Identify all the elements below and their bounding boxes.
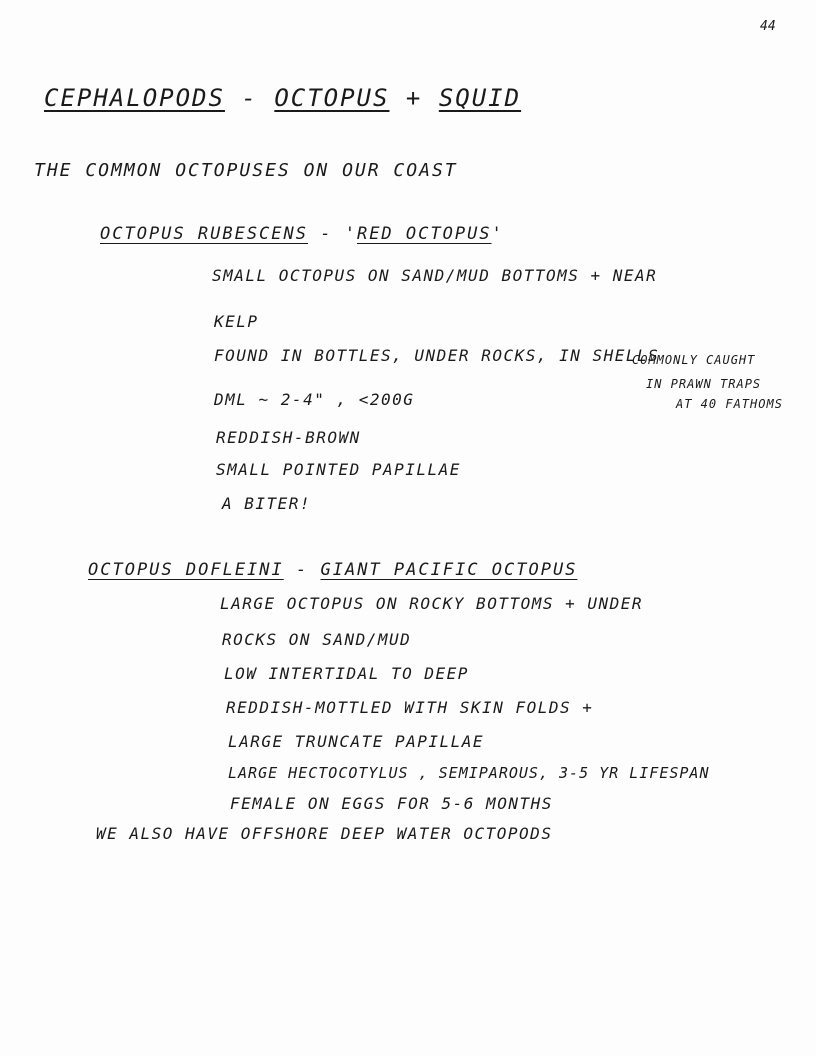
title-main: CEPHALOPODS: [44, 84, 225, 112]
note-line: LARGE HECTOCOTYLUS , SEMIPAROUS, 3-5 YR LIFESPAN: [228, 764, 710, 782]
note-line: A BITER!: [222, 494, 312, 513]
section-heading: THE COMMON OCTOPUSES ON OUR COAST: [34, 160, 458, 181]
note-line: FEMALE ON EGGS FOR 5-6 MONTHS: [230, 794, 553, 813]
species-separator: -: [283, 560, 321, 580]
side-note-line: AT 40 FATHOMS: [676, 397, 783, 411]
species-common-name: GIANT PACIFIC OCTOPUS: [320, 560, 578, 580]
note-line: FOUND IN BOTTLES, UNDER ROCKS, IN SHELLS: [214, 346, 660, 365]
species-name: OCTOPUS RUBESCENS: [100, 224, 308, 244]
page-number: 44: [760, 19, 776, 34]
title-ampersand: +: [389, 84, 439, 112]
note-line: REDDISH-BROWN: [216, 428, 361, 447]
note-line: LOW INTERTIDAL TO DEEP: [224, 664, 469, 683]
species-heading-dofleini: [88, 562, 577, 579]
species-separator: - ': [308, 224, 357, 244]
note-line: SMALL OCTOPUS ON SAND/MUD BOTTOMS + NEAR: [212, 266, 658, 285]
side-note-line: COMMONLY CAUGHT: [632, 353, 756, 367]
note-line: KELP: [214, 312, 259, 331]
title-squid: SQUID: [438, 84, 522, 112]
quote-close: ': [491, 224, 504, 244]
note-line: LARGE OCTOPUS ON ROCKY BOTTOMS + UNDER: [220, 594, 644, 613]
closing-note: WE ALSO HAVE OFFSHORE DEEP WATER OCTOPODS: [96, 824, 553, 843]
species-name: OCTOPUS DOFLEINI: [88, 560, 284, 580]
side-note-line: IN PRAWN TRAPS: [646, 377, 762, 391]
note-line: REDDISH-MOTTLED WITH SKIN FOLDS +: [226, 698, 594, 717]
note-line: DML ~ 2-4" , <200G: [214, 390, 415, 409]
note-line: LARGE TRUNCATE PAPILLAE: [228, 732, 485, 751]
species-common-name: RED OCTOPUS: [356, 224, 492, 244]
species-heading-rubescens: [100, 226, 504, 243]
note-line: SMALL POINTED PAPILLAE: [216, 460, 461, 479]
note-line: ROCKS ON SAND/MUD: [222, 630, 412, 649]
title-octopus: OCTOPUS: [274, 84, 390, 112]
page-title: [44, 86, 521, 110]
title-separator: -: [224, 84, 275, 112]
